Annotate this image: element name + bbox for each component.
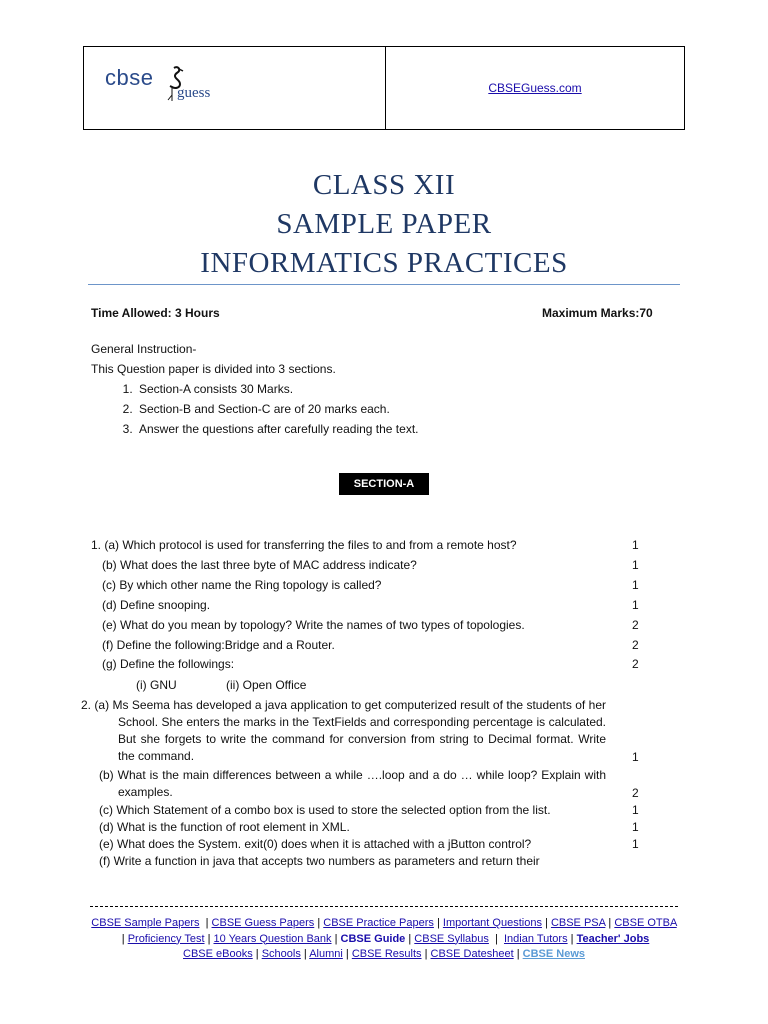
footer-link-cbse-guide[interactable]: CBSE Guide [340,932,406,945]
footer-link-schools[interactable]: Schools [261,948,301,960]
instructions-intro: This Question paper is divided into 3 sections. [91,362,336,376]
question-2b [99,767,606,801]
question-2e: (e) What does the System. exit(0) does when it is attached with a jButton control? [99,837,532,851]
footer-link-ebooks[interactable]: CBSE eBooks [183,948,253,960]
footer-links: CBSE Sample Papers | CBSE Guess Papers | CBSE Practice Papers | Important Questions | CBSE PSA | CBSE OTBA | Proficiency Test | 10 Years Question Bank | CBSE Guide | CBSE Syllabus | Indian Tutors | Teacher' Jobs CBSE eBooks | Schools | Alumni | CBSE Results | CBSE Datesheet | CBSE News [91,917,677,960]
header-box [83,46,685,130]
question-2c: (c) Which Statement of a combo box is used to store the selected option from the list. [99,803,551,817]
marks-1e: 2 [632,618,639,632]
question-2f: (f) Write a function in java that accepts two numbers as parameters and return their [99,854,540,868]
marks-2b: 2 [632,786,639,800]
footer-link-results[interactable]: CBSE Results [351,948,422,960]
footer-link-guess-papers[interactable]: CBSE Guess Papers [211,917,315,929]
cbseguess-logo[interactable] [105,65,225,107]
marks-1d: 1 [632,598,639,612]
marks-2d: 1 [632,820,639,834]
footer-link-otba[interactable]: CBSE OTBA [614,917,677,929]
footer-link-indian-tutors[interactable]: Indian Tutors [503,932,568,945]
instructions-list [91,379,419,439]
marks-1c: 1 [632,578,639,592]
marks-2a: 1 [632,750,639,764]
question-1g-i: (i) GNU [136,678,177,692]
marks-1f: 2 [632,638,639,652]
paper-title-block [0,166,768,283]
marks-2c: 1 [632,803,639,817]
footer-link-syllabus[interactable]: CBSE Syllabus [414,932,489,945]
logo-cbse-text: cbse [105,65,154,90]
footer-link-teacher-jobs[interactable]: Teacher' Jobs [576,932,650,945]
marks-2e: 1 [632,837,639,851]
link-cell [386,47,684,129]
logo-guess-text: guess [177,85,211,101]
logo-cell [84,47,386,129]
instruction-item: 2. Section-B and Section-C are of 20 marks each. [136,399,419,419]
footer-link-news[interactable]: CBSE News [522,948,585,960]
question-2a-text: 2. (a) Ms Seema has developed a java application to get computerized result of the students of her School. She enters the marks in the TextFields and corresponding percentage is calculated. But she forgets to write the command for conversion from string to Decimal format. Write the command. [81,698,606,763]
footer-link-datesheet[interactable]: CBSE Datesheet [430,948,514,960]
question-1c: (c) By which other name the Ring topology is called? [102,578,382,592]
time-allowed: Time Allowed: 3 Hours [91,306,220,320]
footer-link-practice-papers[interactable]: CBSE Practice Papers [323,917,434,929]
maximum-marks: Maximum Marks:70 [542,306,653,320]
question-2a [81,697,606,765]
question-1f: (f) Define the following:Bridge and a Router. [102,638,335,652]
question-1e: (e) What do you mean by topology? Write the names of two types of topologies. [102,618,525,632]
footer-link-proficiency-test[interactable]: Proficiency Test [127,932,205,945]
footer-link-important-questions[interactable]: Important Questions [442,917,542,929]
instruction-item: 3. Answer the questions after carefully reading the text. [136,419,419,439]
footer-divider [90,906,678,907]
marks-1a: 1 [632,538,639,552]
marks-1b: 1 [632,558,639,572]
footer-link-question-bank[interactable]: 10 Years Question Bank [213,932,332,945]
title-sample-paper: SAMPLE PAPER [276,208,492,240]
footer-link-sample-papers[interactable]: CBSE Sample Papers [91,917,200,929]
title-subject: INFORMATICS PRACTICES [200,247,568,279]
question-1g: (g) Define the followings: [102,657,235,671]
marks-1g: 2 [632,657,639,671]
general-instructions [91,339,419,439]
question-1d: (d) Define snooping. [102,598,211,612]
cbseguess-site-link[interactable]: CBSEGuess.com [488,81,582,95]
footer-link-alumni[interactable]: Alumni [309,948,343,960]
question-2b-text: (b) What is the main differences between a while ….loop and a do … while loop? Explain with examples. [99,768,606,799]
question-2d: (d) What is the function of root element in XML. [99,820,350,834]
question-1b: (b) What does the last three byte of MAC address indicate? [102,558,417,572]
title-class: CLASS XII [312,169,456,201]
question-1a: 1. (a) Which protocol is used for transferring the files to and from a remote host? [91,538,517,552]
section-a-badge: SECTION-A [339,473,429,495]
question-1g-ii: (ii) Open Office [226,678,307,692]
footer-link-psa[interactable]: CBSE PSA [550,917,606,929]
instructions-heading: General Instruction- [91,342,197,356]
instruction-item: 1. Section-A consists 30 Marks. [136,379,419,399]
title-divider [88,284,680,285]
